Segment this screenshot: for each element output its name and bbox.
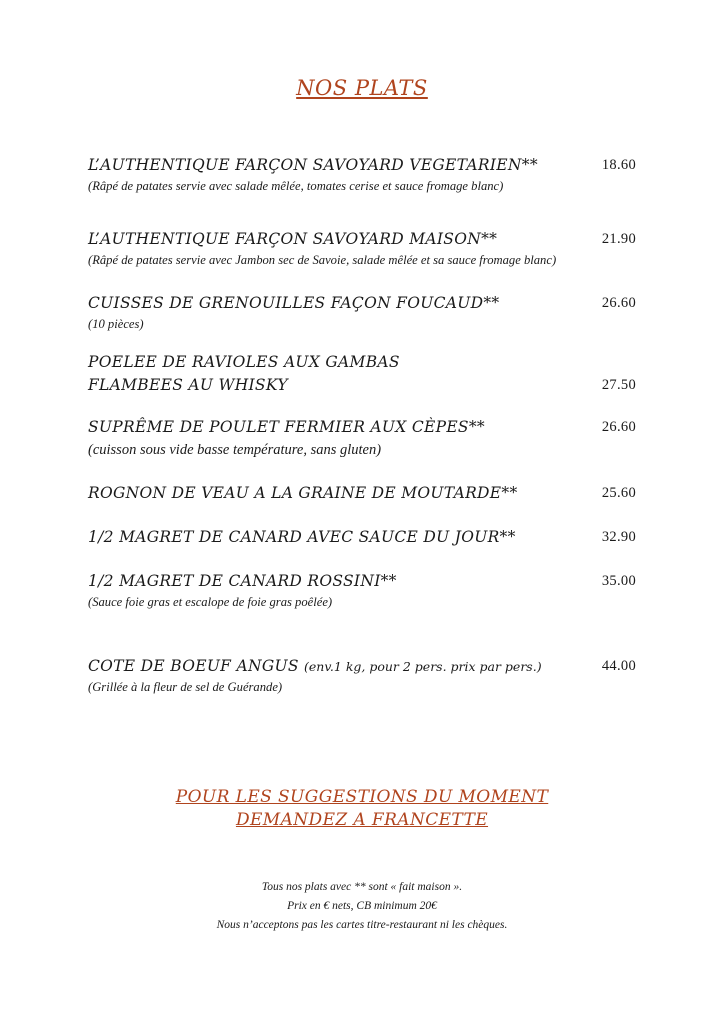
- dish-price: 32.90: [601, 529, 636, 545]
- dish-description: (Râpé de patates servie avec Jambon sec de Savoie, salade mêlée et sa sauce fromage blanc): [88, 253, 557, 267]
- menu-item: [88, 416, 640, 461]
- dish-name: L’AUTHENTIQUE FARÇON SAVOYARD VEGETARIEN**: [88, 156, 538, 174]
- dish-name: COTE DE BOEUF ANGUS: [88, 657, 299, 675]
- dish-name: SUPRÊME DE POULET FERMIER AUX CÈPES**: [88, 418, 485, 436]
- dish-name: L’AUTHENTIQUE FARÇON SAVOYARD MAISON**: [88, 230, 498, 248]
- dish-description: (cuisson sous vide basse température, sans gluten): [88, 442, 382, 458]
- menu-item: [88, 570, 640, 611]
- dish-price: 44.00: [601, 658, 636, 674]
- dish-price: 35.00: [601, 573, 636, 589]
- menu-item: [88, 292, 640, 333]
- footer-line: Nous n’acceptons pas les cartes titre-restaurant ni les chèques.: [216, 919, 508, 931]
- dish-price: 25.60: [601, 485, 636, 501]
- dish-name: CUISSES DE GRENOUILLES FAÇON FOUCAUD**: [88, 294, 500, 312]
- menu-item: [88, 228, 640, 269]
- page-title: NOS PLATS: [296, 76, 428, 100]
- footer-notes: [0, 878, 724, 935]
- dish-description: (Râpé de patates servie avec salade mêlée, tomates cerise et sauce fromage blanc): [88, 179, 504, 193]
- menu-item: [88, 154, 640, 195]
- menu-item: [88, 482, 640, 505]
- footer-line: Tous nos plats avec ** sont « fait maison ».: [261, 881, 463, 893]
- dish-name: 1/2 MAGRET DE CANARD ROSSINI**: [88, 572, 397, 590]
- suggestions-line2: DEMANDEZ A FRANCETTE: [235, 810, 489, 830]
- dish-name: 1/2 MAGRET DE CANARD AVEC SAUCE DU JOUR**: [88, 528, 516, 546]
- dish-name-line2: FLAMBEES AU WHISKY: [88, 376, 288, 394]
- dish-description: (Grillée à la fleur de sel de Guérande): [88, 680, 283, 694]
- dish-description: (Sauce foie gras et escalope de foie gras poêlée): [88, 595, 333, 609]
- dish-description: (10 pièces): [88, 317, 144, 331]
- menu-item: [88, 351, 640, 397]
- dish-price: 21.90: [601, 231, 636, 247]
- dish-name: ROGNON DE VEAU A LA GRAINE DE MOUTARDE**: [88, 484, 518, 502]
- dish-name-line1: POELEE DE RAVIOLES AUX GAMBAS: [88, 353, 400, 371]
- suggestions-line1: POUR LES SUGGESTIONS DU MOMENT: [175, 787, 549, 807]
- dish-price: 27.50: [601, 377, 636, 393]
- dish-price: 26.60: [601, 419, 636, 435]
- dish-name-note: (env.1 kg, pour 2 pers. prix par pers.): [304, 659, 542, 674]
- menu-item: [88, 526, 640, 549]
- dish-price: 18.60: [601, 157, 636, 173]
- menu-item: [88, 655, 640, 696]
- dish-price: 26.60: [601, 295, 636, 311]
- footer-line: Prix en € nets, CB minimum 20€: [287, 900, 437, 912]
